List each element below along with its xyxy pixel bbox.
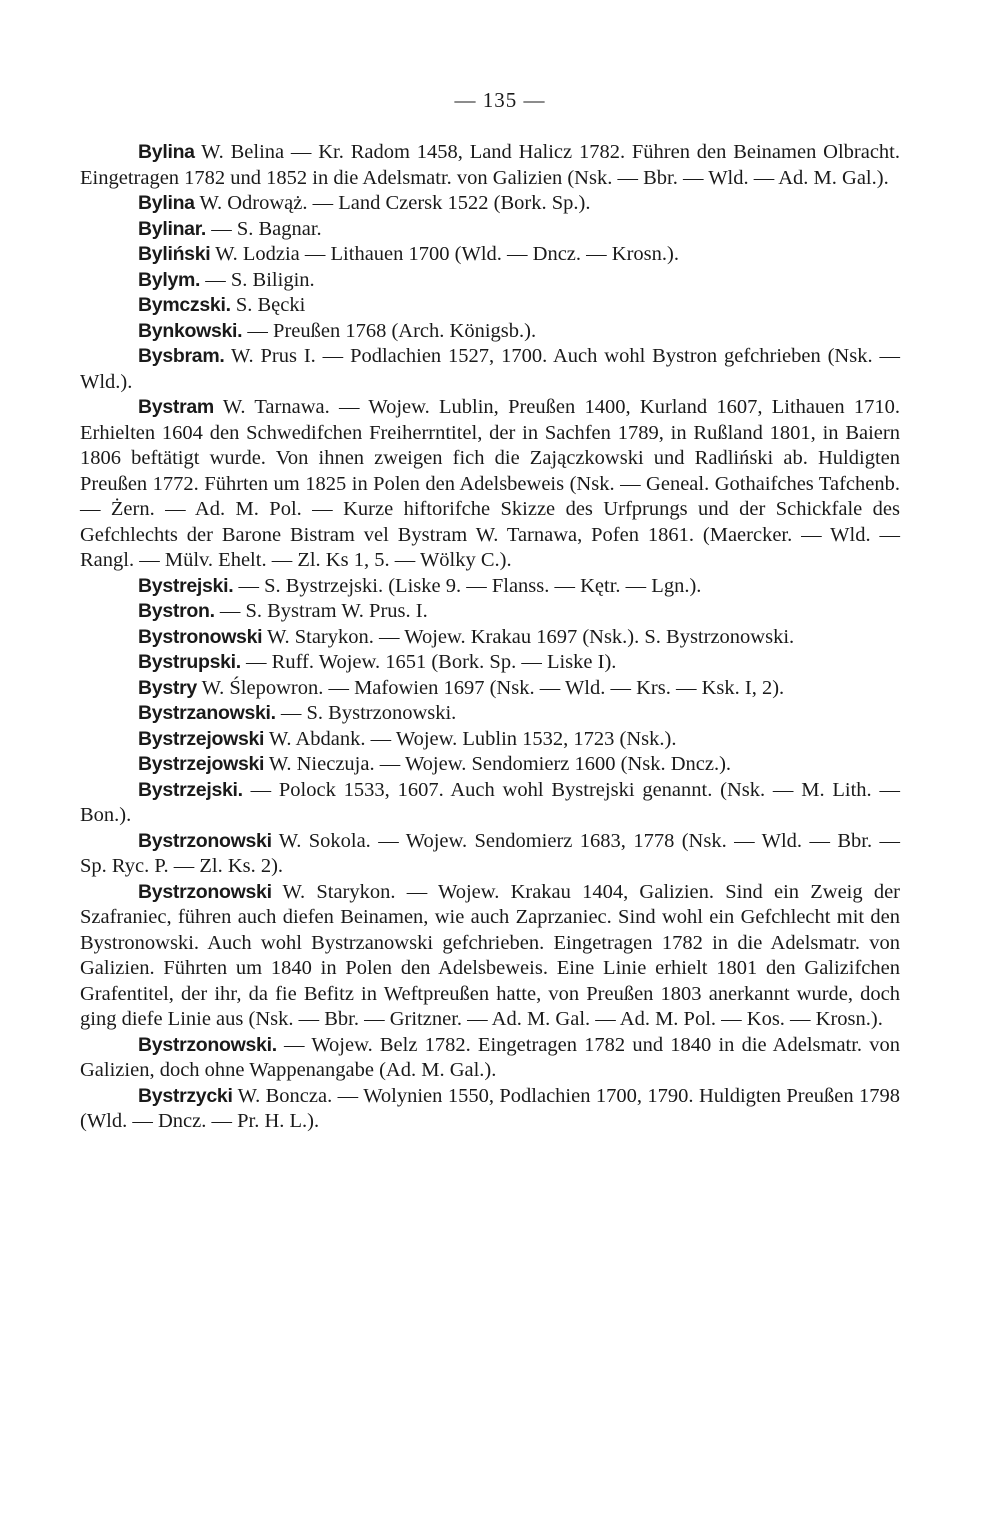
entry-text: W. Starykon. — Wojew. Krakau 1404, Galizien. Sind ein Zweig der Szafraniec, führen auch diefen Beinamen, wie auch Zaprzaniec. Sind wohl ein Gefchlecht mit den Bystronowski. Auch wohl Bystrzanowski gefchrieben. Eingetragen 1782 in die Adelsmatr. von Galizien. Führten um 1840 in Polen den Adelsbeweis. Eine Linie erhielt 1801 den Galizifchen Grafentitel, der ihr, da fie Befitz in Weftpreußen hatte, von Preußen 1803 anerkannt wurde, doch ging diefe Linie aus (Nsk. — Bbr. — Gritzner. — Ad. M. Gal. — Ad. M. Pol. — Kos. — Krosn.). (80, 880, 900, 1030)
entry-text: — Wojew. Belz 1782. Eingetragen 1782 und 1840 in die Adelsmatr. von Galizien, doch ohne Wappenangabe (Ad. M. Gal.). (80, 1033, 900, 1081)
entry-text: — S. Bystrzejski. (Liske 9. — Flanss. — Kętr. — Lgn.). (233, 574, 702, 597)
entry (80, 217, 900, 243)
entry-name: Bylinar. (138, 217, 207, 240)
entry (80, 752, 900, 778)
entry-text: W. Boncza. — Wolynien 1550, Podlachien 1700, 1790. Huldigten Preußen 1798 (Wld. — Dncz. — Pr. H. L.). (80, 1084, 900, 1132)
entry (80, 242, 900, 268)
entry-text: W. Belina — Kr. Radom 1458, Land Halicz 1782. Führen den Beinamen Olbracht. Eingetragen 1782 und 1852 in die Adelsmatr. von Galizien (Nsk. — Bbr. — Wld. — Ad. M. Gal.). (80, 141, 900, 189)
page-number: — 135 — (454, 88, 546, 112)
entry-text: — Polock 1533, 1607. Auch wohl Bystrejski genannt. (Nsk. — M. Lith. — Bon.). (80, 778, 900, 826)
entry-name: Bystron. (138, 600, 215, 622)
entry (80, 293, 900, 319)
entry (80, 344, 900, 395)
entry-name: Bylina (138, 192, 195, 214)
entry-name: Bylina (138, 141, 195, 163)
entry (80, 625, 900, 651)
entry-name: Byliński (138, 243, 211, 265)
entry (80, 395, 900, 574)
entry-text: — Preußen 1768 (Arch. Königsb.). (242, 319, 537, 342)
entry (80, 1033, 900, 1084)
entry-text: S. Bęcki (230, 294, 306, 316)
entry-name: Bymczski. (138, 294, 231, 316)
entry-name: Bystrzanowski. (138, 702, 276, 724)
entry-text: W. Abdank. — Wojew. Lublin 1532, 1723 (Nsk.). (264, 727, 677, 750)
entry-text: W. Lodzia — Lithauen 1700 (Wld. — Dncz. — Krosn.). (210, 243, 679, 265)
entry-text: — S. Bystram W. Prus. I. (214, 600, 428, 622)
entry-name: Bystrejski. (138, 574, 234, 597)
entry-name: Bystrupski. (138, 651, 241, 673)
entry (80, 574, 900, 600)
entry-text: W. Sokola. — Wojew. Sendomierz 1683, 1778 (Nsk. — Wld. — Bbr. — Sp. Ryc. P. — Zl. Ks. 2). (80, 829, 900, 877)
entry-name: Bystrzonowski (138, 880, 272, 903)
entry-name: Bystrzejowski (138, 727, 265, 750)
entry (80, 676, 900, 702)
entry-name: Bystry (138, 676, 197, 699)
entry (80, 268, 900, 294)
entry-name: Bylym. (138, 268, 201, 291)
entry-name: Bystrzycki (138, 1084, 233, 1107)
entry-text: — S. Bagnar. (206, 217, 322, 240)
entry-name: Bysbram. (138, 345, 225, 367)
entry (80, 140, 900, 191)
entry-name: Bystram (138, 396, 214, 418)
entry (80, 727, 900, 753)
entry-text: — Ruff. Wojew. 1651 (Bork. Sp. — Liske I). (240, 651, 617, 673)
entry (80, 650, 900, 676)
entry-text: W. Ślepowron. — Mafowien 1697 (Nsk. — Wld. — Krs. — Ksk. I, 2). (196, 676, 785, 699)
entry-list (80, 140, 900, 1135)
entry-name: Bystrzonowski (138, 829, 272, 852)
entry-text: W. Starykon. — Wojew. Krakau 1697 (Nsk.). S. Bystrzonowski. (262, 625, 795, 648)
entry-text: W. Prus I. — Podlachien 1527, 1700. Auch wohl Bystron gefchrieben (Nsk. — Wld.). (80, 345, 900, 393)
entry-text: W. Nieczuja. — Wojew. Sendomierz 1600 (Nsk. Dncz.). (264, 753, 732, 775)
entry-text: — S. Biligin. (200, 268, 315, 291)
entry (80, 701, 900, 727)
entry-name: Bynkowski. (138, 319, 243, 342)
entry (80, 829, 900, 880)
entry-name: Bystronowski (138, 625, 263, 648)
entry-name: Bystrzonowski. (138, 1033, 277, 1056)
entry-name: Bystrzejowski (138, 753, 265, 775)
entry (80, 599, 900, 625)
entry (80, 319, 900, 345)
entry (80, 880, 900, 1033)
entry (80, 191, 900, 217)
entry-name: Bystrzejski. (138, 778, 243, 801)
entry (80, 1084, 900, 1135)
entry-text: — S. Bystrzonowski. (275, 702, 457, 724)
entry (80, 778, 900, 829)
entry-text: W. Tarnawa. — Wojew. Lublin, Preußen 1400, Kurland 1607, Lithauen 1710. Erhielten 1604 den Schwedifchen Freiherrntitel, der in Sachfen 1789, in Rußland 1801, in Baiern 1806 beftätigt wurde. Von ihnen zweigen fich die Zajączkowski und Radliński ab. Huldigten Preußen 1772. Führten um 1825 in Polen den Adelsbeweis (Nsk. — Geneal. Gothaifches Tafchenb. — Żern. — Ad. M. Pol. — Kurze hiftorifche Skizze des Urfprungs und der Schickfale des Gefchlechts der Barone Bistram vel Bystram W. Tarnawa, Pofen 1861. (Maercker. — Wld. — Rangl. — Mülv. Ehelt. — Zl. Ks 1, 5. — Wölky C.). (80, 396, 900, 571)
entry-text: W. Odrowąż. — Land Czersk 1522 (Bork. Sp.). (194, 192, 591, 214)
